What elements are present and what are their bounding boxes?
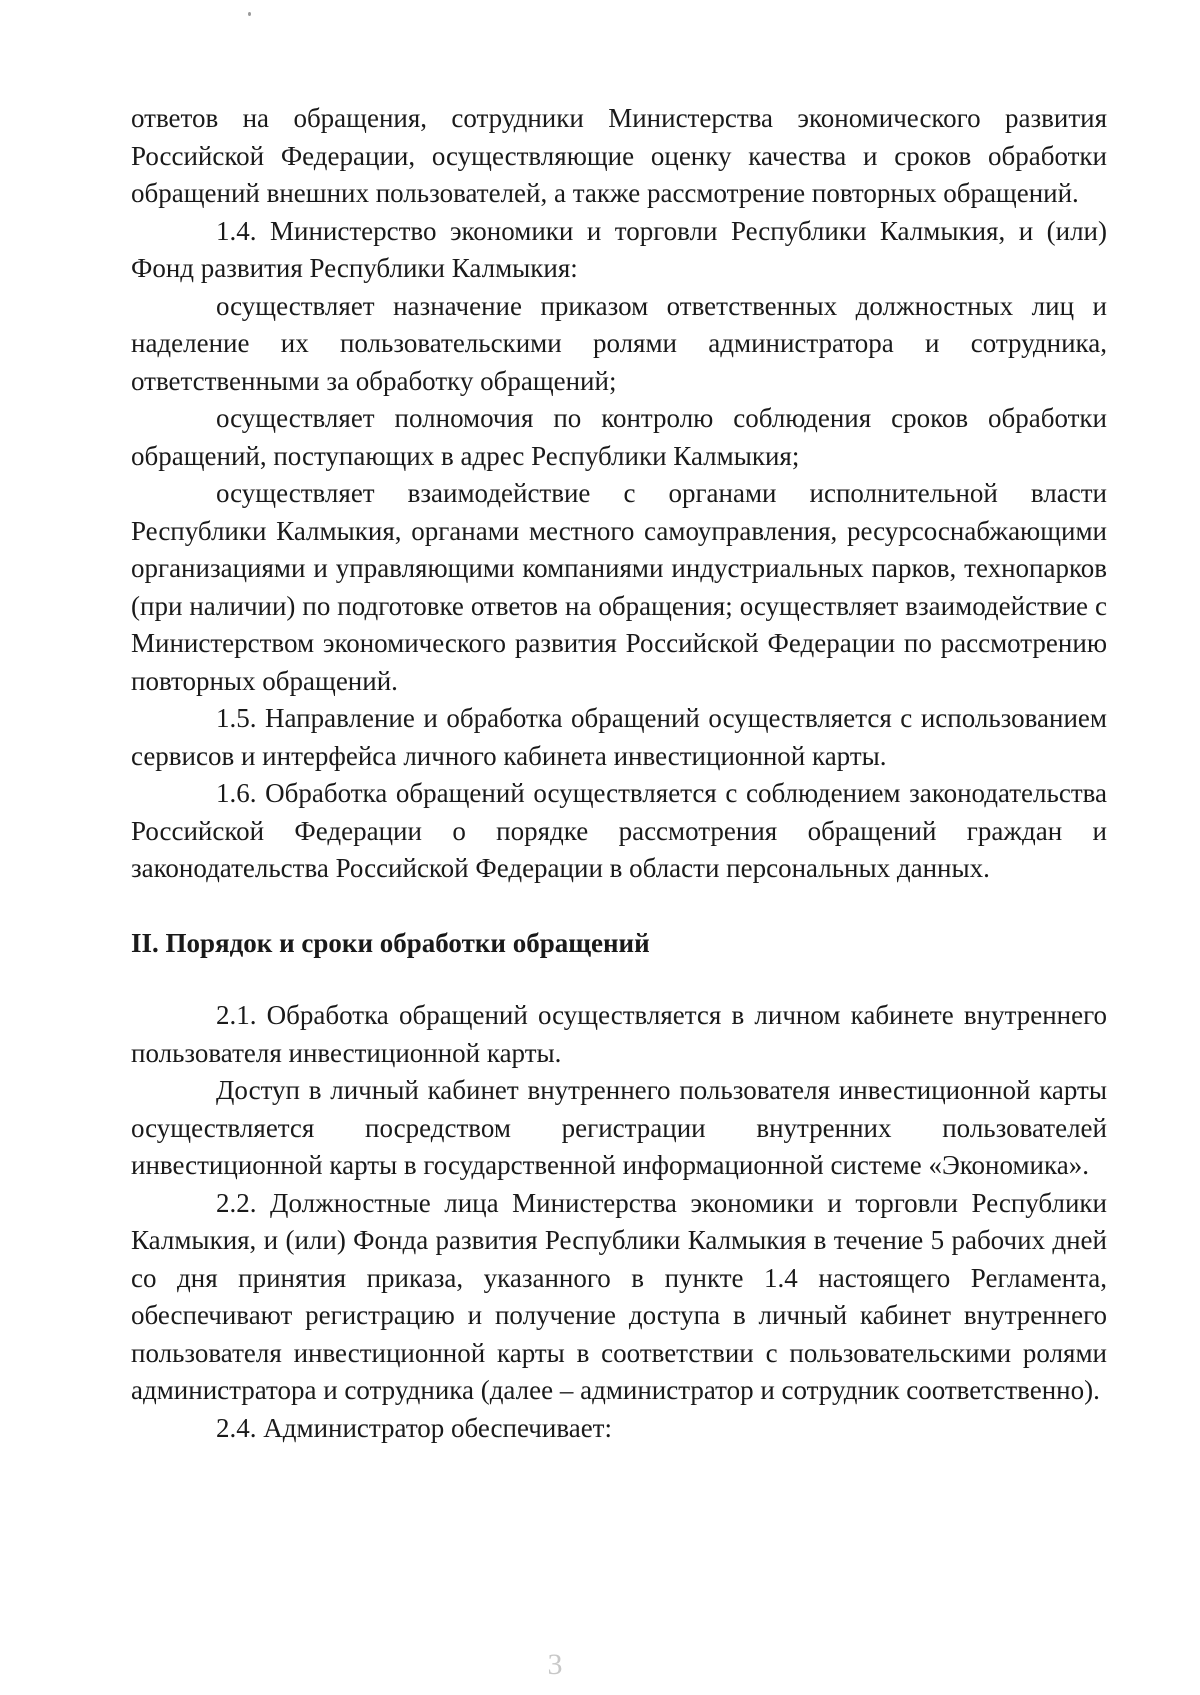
paragraph-access: Доступ в личный кабинет внутреннего пользователя инвестиционной карты осуществляется посредством регистрации внутренних пользователей инвестиционной карты в государственной информационной системе «Экономика». — [131, 1075, 1107, 1180]
paragraph-control: осуществляет полномочия по контролю соблюдения сроков обработки обращений, поступающих в адрес Республики Калмыкия; — [131, 403, 1107, 471]
page-number: 3 — [547, 1648, 563, 1681]
paragraph-2-2: 2.2. Должностные лица Министерства экономики и торговли Республики Калмыкия, и (или) Фонда развития Республики Калмыкия в течение 5 рабочих дней со дня принятия приказа, указанного в пункте 1.4 настоящего Регламента, обеспечивают регистрацию и получение доступа в личный кабинет внутреннего пользователя инвестиционной карты в соответствии с пользовательскими ролями администратора и сотрудника (далее – администратор и сотрудник соответственно). — [131, 1187, 1107, 1405]
scan-speck — [248, 12, 251, 16]
paragraph-interaction: осуществляет взаимодействие с органами исполнительной власти Республики Калмыкия, органами местного самоуправления, ресурсоснабжающими организациями и управляющими компаниями индустриальных парков, технопарков (при наличии) по подготовке ответов на обращения; осуществляет взаимодействие с Министерством экономического развития Российской Федерации по рассмотрению повторных обращений. — [131, 478, 1107, 696]
paragraph-continuation: ответов на обращения, сотрудники Министерства экономического развития Российской Федерации, осуществляющие оценку качества и сроков обработки обращений внешних пользователей, а также рассмотрение повторных обращений. — [131, 103, 1107, 208]
paragraph-2-4: 2.4. Администратор обеспечивает: — [216, 1412, 612, 1443]
section-heading: II. Порядок и сроки обработки обращений — [131, 927, 650, 958]
paragraph-appointment: осуществляет назначение приказом ответственных должностных лиц и наделение их пользовательскими ролями администратора и сотрудника, ответственными за обработку обращений; — [131, 290, 1107, 396]
paragraph-1-6: 1.6. Обработка обращений осуществляется с соблюдением законодательства Российской Федерации о порядке рассмотрения обращений граждан и законодательства Российской Федерации в области персональных данных. — [131, 778, 1107, 883]
paragraph-1-5: 1.5. Направление и обработка обращений осуществляется с использованием сервисов и интерфейса личного кабинета инвестиционной карты. — [131, 703, 1107, 771]
document-body — [131, 100, 1107, 1447]
paragraph-2-1: 2.1. Обработка обращений осуществляется в личном кабинете внутреннего пользователя инвестиционной карты. — [131, 1000, 1107, 1068]
paragraph-1-4: 1.4. Министерство экономики и торговли Республики Калмыкия, и (или) Фонд развития Республики Калмыкия: — [131, 215, 1107, 283]
